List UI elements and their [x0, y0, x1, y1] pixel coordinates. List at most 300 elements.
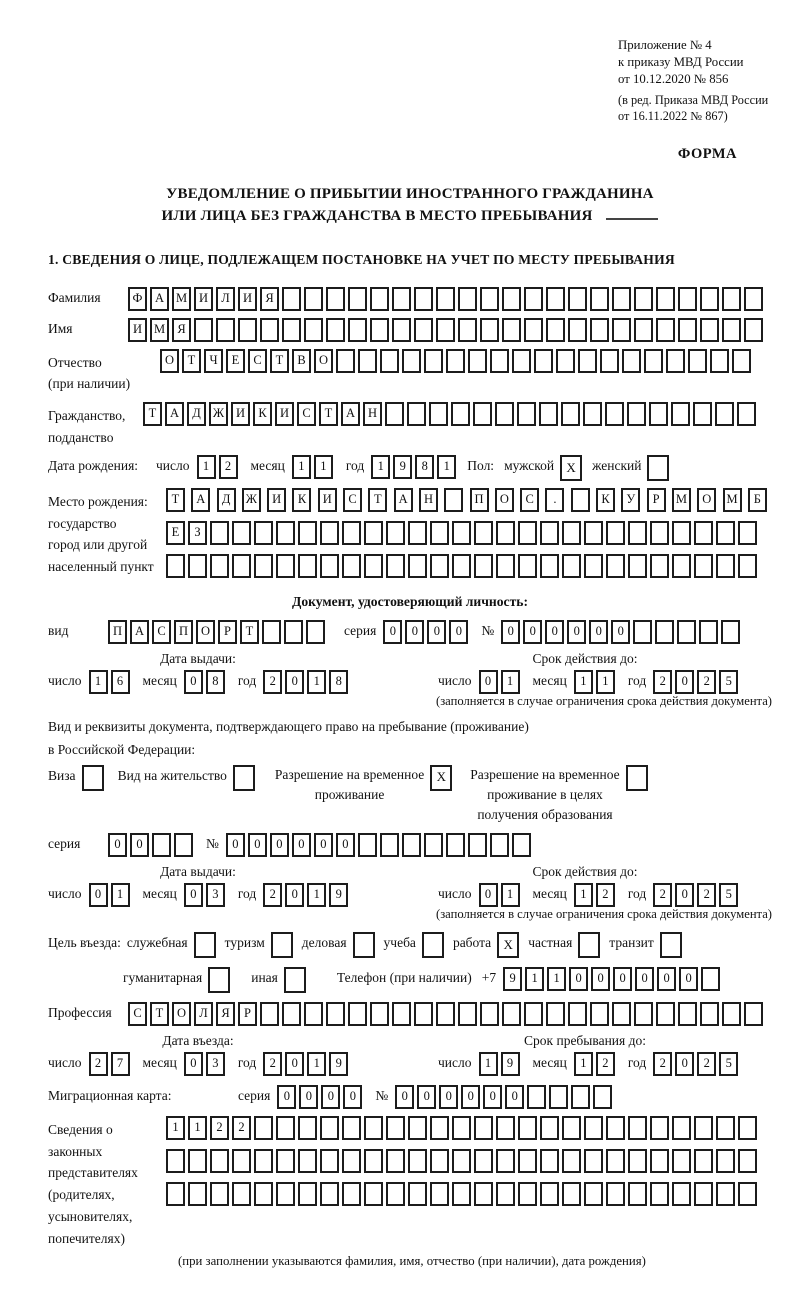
- char-box[interactable]: [716, 1182, 735, 1206]
- char-box[interactable]: [578, 349, 597, 373]
- char-box[interactable]: И: [267, 488, 286, 512]
- char-box[interactable]: 1: [371, 455, 390, 479]
- char-box[interactable]: [342, 1116, 361, 1140]
- char-box[interactable]: [480, 1002, 499, 1026]
- char-box[interactable]: [166, 1149, 185, 1173]
- char-box[interactable]: 7: [111, 1052, 130, 1076]
- char-box[interactable]: 0: [591, 967, 610, 991]
- char-box[interactable]: [502, 318, 521, 342]
- purpose-work-checkbox[interactable]: X: [497, 932, 519, 958]
- char-box[interactable]: 0: [270, 833, 289, 857]
- char-box[interactable]: 1: [307, 883, 326, 907]
- char-box[interactable]: [701, 967, 720, 991]
- char-box[interactable]: [276, 1182, 295, 1206]
- char-box[interactable]: [628, 1182, 647, 1206]
- char-box[interactable]: Ч: [204, 349, 223, 373]
- char-box[interactable]: А: [150, 287, 169, 311]
- char-box[interactable]: [444, 488, 463, 512]
- char-box[interactable]: Т: [368, 488, 387, 512]
- char-box[interactable]: 6: [111, 670, 130, 694]
- char-box[interactable]: 0: [611, 620, 630, 644]
- char-box[interactable]: З: [188, 521, 207, 545]
- char-box[interactable]: 1: [479, 1052, 498, 1076]
- option-temp-residence-checkbox[interactable]: X: [430, 765, 452, 791]
- char-box[interactable]: 0: [285, 883, 304, 907]
- char-box[interactable]: [716, 554, 735, 578]
- char-box[interactable]: Л: [216, 287, 235, 311]
- char-box[interactable]: 2: [219, 455, 238, 479]
- char-box[interactable]: [298, 1149, 317, 1173]
- char-box[interactable]: [424, 833, 443, 857]
- char-box[interactable]: [561, 402, 580, 426]
- char-box[interactable]: [298, 1116, 317, 1140]
- char-box[interactable]: 8: [329, 670, 348, 694]
- char-box[interactable]: 5: [719, 670, 738, 694]
- char-box[interactable]: [650, 1182, 669, 1206]
- char-box[interactable]: [628, 554, 647, 578]
- purpose-official-checkbox[interactable]: [194, 932, 216, 958]
- char-box[interactable]: Б: [748, 488, 767, 512]
- char-box[interactable]: С: [128, 1002, 147, 1026]
- char-box[interactable]: [210, 521, 229, 545]
- char-box[interactable]: [700, 287, 719, 311]
- char-box[interactable]: 0: [248, 833, 267, 857]
- char-box[interactable]: 1: [501, 883, 520, 907]
- char-box[interactable]: 2: [89, 1052, 108, 1076]
- char-box[interactable]: [458, 287, 477, 311]
- option-residence-permit-checkbox[interactable]: [233, 765, 255, 791]
- char-box[interactable]: [392, 1002, 411, 1026]
- char-box[interactable]: [452, 554, 471, 578]
- char-box[interactable]: [678, 318, 697, 342]
- char-box[interactable]: [446, 833, 465, 857]
- char-box[interactable]: [364, 1149, 383, 1173]
- char-box[interactable]: [715, 402, 734, 426]
- char-box[interactable]: [540, 1149, 559, 1173]
- char-box[interactable]: [693, 402, 712, 426]
- char-box[interactable]: 1: [525, 967, 544, 991]
- char-box[interactable]: [539, 402, 558, 426]
- char-box[interactable]: 9: [329, 883, 348, 907]
- char-box[interactable]: А: [394, 488, 413, 512]
- char-box[interactable]: [584, 554, 603, 578]
- char-box[interactable]: [677, 620, 696, 644]
- char-box[interactable]: 0: [675, 1052, 694, 1076]
- char-box[interactable]: [298, 1182, 317, 1206]
- char-box[interactable]: [502, 287, 521, 311]
- char-box[interactable]: [262, 620, 281, 644]
- char-box[interactable]: [326, 287, 345, 311]
- char-box[interactable]: М: [172, 287, 191, 311]
- char-box[interactable]: А: [130, 620, 149, 644]
- char-box[interactable]: М: [150, 318, 169, 342]
- char-box[interactable]: [672, 554, 691, 578]
- char-box[interactable]: 1: [197, 455, 216, 479]
- char-box[interactable]: [583, 402, 602, 426]
- char-box[interactable]: [424, 349, 443, 373]
- char-box[interactable]: А: [165, 402, 184, 426]
- char-box[interactable]: 9: [329, 1052, 348, 1076]
- char-box[interactable]: [490, 833, 509, 857]
- char-box[interactable]: Т: [182, 349, 201, 373]
- char-box[interactable]: [232, 1182, 251, 1206]
- char-box[interactable]: 0: [89, 883, 108, 907]
- char-box[interactable]: 2: [232, 1116, 251, 1140]
- char-box[interactable]: К: [596, 488, 615, 512]
- char-box[interactable]: [364, 554, 383, 578]
- char-box[interactable]: [571, 1085, 590, 1109]
- char-box[interactable]: 2: [596, 1052, 615, 1076]
- char-box[interactable]: [458, 318, 477, 342]
- char-box[interactable]: [672, 521, 691, 545]
- char-box[interactable]: И: [194, 287, 213, 311]
- char-box[interactable]: 1: [547, 967, 566, 991]
- char-box[interactable]: [512, 349, 531, 373]
- char-box[interactable]: И: [238, 287, 257, 311]
- char-box[interactable]: 0: [675, 670, 694, 694]
- char-box[interactable]: [430, 554, 449, 578]
- purpose-humanitarian-checkbox[interactable]: [208, 967, 230, 993]
- char-box[interactable]: [672, 1116, 691, 1140]
- char-box[interactable]: [671, 402, 690, 426]
- char-box[interactable]: [430, 1116, 449, 1140]
- char-box[interactable]: 1: [166, 1116, 185, 1140]
- char-box[interactable]: О: [172, 1002, 191, 1026]
- char-box[interactable]: Н: [419, 488, 438, 512]
- char-box[interactable]: Р: [647, 488, 666, 512]
- char-box[interactable]: 2: [596, 883, 615, 907]
- char-box[interactable]: [260, 1002, 279, 1026]
- char-box[interactable]: 0: [130, 833, 149, 857]
- char-box[interactable]: 0: [439, 1085, 458, 1109]
- char-box[interactable]: О: [697, 488, 716, 512]
- char-box[interactable]: [571, 488, 590, 512]
- char-box[interactable]: М: [672, 488, 691, 512]
- char-box[interactable]: 1: [574, 1052, 593, 1076]
- char-box[interactable]: [320, 1149, 339, 1173]
- char-box[interactable]: [210, 1182, 229, 1206]
- char-box[interactable]: [364, 1182, 383, 1206]
- char-box[interactable]: 0: [523, 620, 542, 644]
- char-box[interactable]: С: [152, 620, 171, 644]
- char-box[interactable]: [628, 1149, 647, 1173]
- char-box[interactable]: [649, 402, 668, 426]
- char-box[interactable]: П: [470, 488, 489, 512]
- char-box[interactable]: [364, 1116, 383, 1140]
- char-box[interactable]: Л: [194, 1002, 213, 1026]
- char-box[interactable]: Ж: [242, 488, 261, 512]
- char-box[interactable]: Е: [166, 521, 185, 545]
- char-box[interactable]: 0: [343, 1085, 362, 1109]
- char-box[interactable]: [744, 287, 763, 311]
- char-box[interactable]: [744, 318, 763, 342]
- char-box[interactable]: [716, 521, 735, 545]
- char-box[interactable]: [166, 554, 185, 578]
- char-box[interactable]: 0: [505, 1085, 524, 1109]
- char-box[interactable]: И: [275, 402, 294, 426]
- char-box[interactable]: [612, 1002, 631, 1026]
- char-box[interactable]: [474, 521, 493, 545]
- char-box[interactable]: Я: [216, 1002, 235, 1026]
- char-box[interactable]: [298, 521, 317, 545]
- char-box[interactable]: 2: [697, 883, 716, 907]
- char-box[interactable]: [490, 349, 509, 373]
- char-box[interactable]: Я: [172, 318, 191, 342]
- char-box[interactable]: В: [292, 349, 311, 373]
- char-box[interactable]: [408, 1116, 427, 1140]
- char-box[interactable]: [188, 1149, 207, 1173]
- char-box[interactable]: 0: [321, 1085, 340, 1109]
- char-box[interactable]: [474, 1149, 493, 1173]
- char-box[interactable]: [473, 402, 492, 426]
- char-box[interactable]: [568, 1002, 587, 1026]
- char-box[interactable]: Т: [166, 488, 185, 512]
- char-box[interactable]: [568, 318, 587, 342]
- char-box[interactable]: [562, 1116, 581, 1140]
- char-box[interactable]: 0: [501, 620, 520, 644]
- char-box[interactable]: 1: [307, 670, 326, 694]
- char-box[interactable]: 0: [679, 967, 698, 991]
- char-box[interactable]: К: [292, 488, 311, 512]
- char-box[interactable]: [342, 1149, 361, 1173]
- char-box[interactable]: [694, 554, 713, 578]
- char-box[interactable]: [556, 349, 575, 373]
- char-box[interactable]: С: [343, 488, 362, 512]
- char-box[interactable]: [584, 1116, 603, 1140]
- sex-female-checkbox[interactable]: [647, 455, 669, 481]
- char-box[interactable]: [562, 1149, 581, 1173]
- char-box[interactable]: Н: [363, 402, 382, 426]
- char-box[interactable]: [568, 287, 587, 311]
- char-box[interactable]: С: [520, 488, 539, 512]
- char-box[interactable]: [320, 521, 339, 545]
- char-box[interactable]: [468, 349, 487, 373]
- char-box[interactable]: 2: [653, 883, 672, 907]
- char-box[interactable]: [699, 620, 718, 644]
- char-box[interactable]: 9: [501, 1052, 520, 1076]
- char-box[interactable]: [392, 318, 411, 342]
- char-box[interactable]: [627, 402, 646, 426]
- char-box[interactable]: [174, 833, 193, 857]
- char-box[interactable]: [496, 1149, 515, 1173]
- char-box[interactable]: А: [191, 488, 210, 512]
- char-box[interactable]: [546, 287, 565, 311]
- char-box[interactable]: 0: [449, 620, 468, 644]
- char-box[interactable]: [254, 1116, 273, 1140]
- char-box[interactable]: 0: [635, 967, 654, 991]
- char-box[interactable]: [694, 1182, 713, 1206]
- char-box[interactable]: [584, 1182, 603, 1206]
- char-box[interactable]: [518, 1182, 537, 1206]
- char-box[interactable]: И: [128, 318, 147, 342]
- char-box[interactable]: [458, 1002, 477, 1026]
- char-box[interactable]: 0: [395, 1085, 414, 1109]
- char-box[interactable]: [276, 521, 295, 545]
- char-box[interactable]: 0: [108, 833, 127, 857]
- char-box[interactable]: [480, 287, 499, 311]
- char-box[interactable]: 0: [299, 1085, 318, 1109]
- char-box[interactable]: [304, 1002, 323, 1026]
- char-box[interactable]: [276, 1116, 295, 1140]
- char-box[interactable]: Ж: [209, 402, 228, 426]
- sex-male-checkbox[interactable]: X: [560, 455, 582, 481]
- char-box[interactable]: О: [495, 488, 514, 512]
- char-box[interactable]: [254, 1149, 273, 1173]
- char-box[interactable]: [678, 1002, 697, 1026]
- char-box[interactable]: [342, 521, 361, 545]
- char-box[interactable]: [512, 833, 531, 857]
- char-box[interactable]: [694, 1116, 713, 1140]
- char-box[interactable]: [688, 349, 707, 373]
- char-box[interactable]: [562, 1182, 581, 1206]
- char-box[interactable]: 0: [184, 670, 203, 694]
- char-box[interactable]: [364, 521, 383, 545]
- char-box[interactable]: [436, 318, 455, 342]
- char-box[interactable]: [546, 318, 565, 342]
- char-box[interactable]: [527, 1085, 546, 1109]
- char-box[interactable]: [737, 402, 756, 426]
- char-box[interactable]: [232, 521, 251, 545]
- char-box[interactable]: [496, 1116, 515, 1140]
- char-box[interactable]: [650, 1116, 669, 1140]
- char-box[interactable]: [298, 554, 317, 578]
- char-box[interactable]: [546, 1002, 565, 1026]
- char-box[interactable]: 2: [263, 670, 282, 694]
- char-box[interactable]: [496, 554, 515, 578]
- char-box[interactable]: [517, 402, 536, 426]
- option-visa-checkbox[interactable]: [82, 765, 104, 791]
- char-box[interactable]: [210, 554, 229, 578]
- char-box[interactable]: 1: [111, 883, 130, 907]
- purpose-other-checkbox[interactable]: [284, 967, 306, 993]
- char-box[interactable]: [408, 521, 427, 545]
- char-box[interactable]: [650, 1149, 669, 1173]
- purpose-private-checkbox[interactable]: [578, 932, 600, 958]
- char-box[interactable]: [606, 1116, 625, 1140]
- char-box[interactable]: [600, 349, 619, 373]
- char-box[interactable]: Е: [226, 349, 245, 373]
- char-box[interactable]: [436, 287, 455, 311]
- char-box[interactable]: [260, 318, 279, 342]
- char-box[interactable]: [392, 287, 411, 311]
- char-box[interactable]: [590, 318, 609, 342]
- char-box[interactable]: [612, 318, 631, 342]
- char-box[interactable]: [386, 554, 405, 578]
- char-box[interactable]: [430, 521, 449, 545]
- char-box[interactable]: [370, 1002, 389, 1026]
- char-box[interactable]: [628, 521, 647, 545]
- char-box[interactable]: 0: [569, 967, 588, 991]
- char-box[interactable]: Р: [238, 1002, 257, 1026]
- char-box[interactable]: [738, 1182, 757, 1206]
- char-box[interactable]: 0: [479, 670, 498, 694]
- char-box[interactable]: [414, 318, 433, 342]
- char-box[interactable]: [276, 1149, 295, 1173]
- char-box[interactable]: [232, 1149, 251, 1173]
- char-box[interactable]: С: [248, 349, 267, 373]
- char-box[interactable]: [408, 554, 427, 578]
- char-box[interactable]: [496, 521, 515, 545]
- char-box[interactable]: [666, 349, 685, 373]
- char-box[interactable]: Д: [187, 402, 206, 426]
- char-box[interactable]: [722, 318, 741, 342]
- char-box[interactable]: [518, 1116, 537, 1140]
- char-box[interactable]: [386, 521, 405, 545]
- char-box[interactable]: [407, 402, 426, 426]
- char-box[interactable]: [452, 1182, 471, 1206]
- char-box[interactable]: [336, 349, 355, 373]
- char-box[interactable]: [451, 402, 470, 426]
- char-box[interactable]: [282, 318, 301, 342]
- char-box[interactable]: 2: [697, 1052, 716, 1076]
- char-box[interactable]: [628, 1116, 647, 1140]
- char-box[interactable]: [306, 620, 325, 644]
- purpose-study-checkbox[interactable]: [422, 932, 444, 958]
- char-box[interactable]: 8: [415, 455, 434, 479]
- char-box[interactable]: [650, 554, 669, 578]
- char-box[interactable]: [429, 402, 448, 426]
- char-box[interactable]: 1: [574, 670, 593, 694]
- char-box[interactable]: 0: [383, 620, 402, 644]
- char-box[interactable]: 1: [89, 670, 108, 694]
- char-box[interactable]: [738, 1116, 757, 1140]
- char-box[interactable]: [502, 1002, 521, 1026]
- char-box[interactable]: [210, 1149, 229, 1173]
- char-box[interactable]: 2: [210, 1116, 229, 1140]
- char-box[interactable]: Я: [260, 287, 279, 311]
- option-temp-residence-edu-checkbox[interactable]: [626, 765, 648, 791]
- char-box[interactable]: [370, 287, 389, 311]
- char-box[interactable]: [524, 318, 543, 342]
- char-box[interactable]: [518, 1149, 537, 1173]
- char-box[interactable]: 9: [393, 455, 412, 479]
- char-box[interactable]: [524, 1002, 543, 1026]
- char-box[interactable]: [656, 318, 675, 342]
- char-box[interactable]: [744, 1002, 763, 1026]
- char-box[interactable]: П: [174, 620, 193, 644]
- char-box[interactable]: 5: [719, 1052, 738, 1076]
- char-box[interactable]: [606, 554, 625, 578]
- char-box[interactable]: [722, 287, 741, 311]
- char-box[interactable]: [386, 1116, 405, 1140]
- char-box[interactable]: Т: [143, 402, 162, 426]
- char-box[interactable]: К: [253, 402, 272, 426]
- char-box[interactable]: [694, 1149, 713, 1173]
- char-box[interactable]: У: [621, 488, 640, 512]
- char-box[interactable]: 2: [263, 883, 282, 907]
- char-box[interactable]: [584, 1149, 603, 1173]
- char-box[interactable]: 0: [657, 967, 676, 991]
- char-box[interactable]: [656, 1002, 675, 1026]
- char-box[interactable]: [326, 1002, 345, 1026]
- char-box[interactable]: 3: [206, 883, 225, 907]
- char-box[interactable]: [474, 554, 493, 578]
- char-box[interactable]: 1: [314, 455, 333, 479]
- char-box[interactable]: [678, 287, 697, 311]
- char-box[interactable]: [446, 349, 465, 373]
- char-box[interactable]: 0: [483, 1085, 502, 1109]
- char-box[interactable]: [540, 1182, 559, 1206]
- char-box[interactable]: [732, 349, 751, 373]
- char-box[interactable]: 1: [437, 455, 456, 479]
- char-box[interactable]: .: [545, 488, 564, 512]
- char-box[interactable]: [402, 833, 421, 857]
- char-box[interactable]: О: [160, 349, 179, 373]
- char-box[interactable]: 0: [226, 833, 245, 857]
- char-box[interactable]: 0: [184, 883, 203, 907]
- char-box[interactable]: 1: [292, 455, 311, 479]
- char-box[interactable]: [276, 554, 295, 578]
